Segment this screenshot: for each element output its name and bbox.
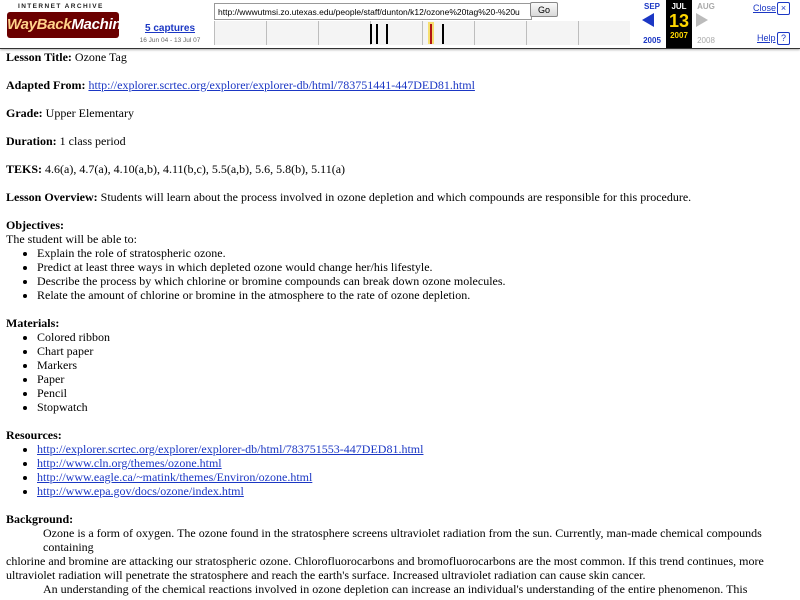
resources-section [6,428,794,498]
background-paragraph-1: Ozone is a form of oxygen. The ozone found in the stratosphere screens ultraviolet radiation from the sun. Currently, man-made chemical compounds containing [43,526,762,554]
year-next: 2008 [697,36,715,45]
grade-label: Grade: [6,106,43,120]
year-divider [318,21,319,45]
help-icon[interactable]: ? [777,32,790,45]
help-link[interactable]: Help [757,33,776,43]
list-item: • Explain the role of stratospheric ozone. [37,246,794,260]
list-item [37,456,794,470]
overview-label: Lesson Overview: [6,190,98,204]
overview-text: Students will learn about the process involved in ozone depletion and which compounds are responsible for this procedure. [100,190,692,204]
logo-big-b: Machine [71,16,130,33]
adapted-from-label: Adapted From: [6,78,86,92]
duration-row [6,134,794,148]
teks-value: 4.6(a), 4.7(a), 4.10(a,b), 4.11(b,c), 5.5(a,b), 5.6, 5.8(b), 5.11(a) [45,162,346,176]
capture-range: 16 Jun 04 - 13 Jul 07 [139,37,201,44]
capture-mark[interactable] [442,24,444,44]
lesson-title-label: Lesson Title: [6,50,72,64]
month-next: AUG [697,2,715,11]
url-input[interactable] [214,3,532,20]
logo-big-text [7,12,130,38]
year-divider [578,21,579,45]
day-current: 13 [668,11,690,31]
resource-link[interactable]: http://www.cln.org/themes/ozone.html [37,456,222,470]
wayback-toolbar [0,0,800,49]
list-item: • Colored ribbon [37,330,794,344]
list-item [37,484,794,498]
lesson-document [6,50,794,596]
list-item: • Chart paper [37,344,794,358]
list-item: • Markers [37,358,794,372]
captures-count [126,23,214,34]
resource-link[interactable]: http://explorer.scrtec.org/explorer/explorer-db/html/783751553-447DED81.html [37,442,424,456]
prev-arrow-icon[interactable] [642,13,654,27]
current-capture-date [666,0,692,48]
list-item: • Paper [37,372,794,386]
capture-mark[interactable] [386,24,388,44]
year-divider [474,21,475,45]
list-item: • Predict at least three ways in which depleted ozone would change her/his lifestyle. [37,260,794,274]
close-link[interactable]: Close [753,3,777,13]
resources-heading: Resources: [6,428,62,442]
capture-mark[interactable] [370,24,372,44]
resource-link[interactable]: http://www.epa.gov/docs/ozone/index.html [37,484,244,498]
teks-label: TEKS: [6,162,43,176]
objectives-intro: The student will be able to: [6,232,137,246]
logo-small-text: INTERNET ARCHIVE [18,3,104,10]
lesson-title-row [6,50,794,64]
list-item [37,442,794,456]
capture-mark[interactable] [376,24,378,44]
next-arrow-icon [696,13,708,27]
list-item: • Describe the process by which chlorine or bromine compounds can break down ozone molecules. [37,274,794,288]
adapted-from-link[interactable]: http://explorer.scrtec.org/explorer/explorer-db/html/783751441-447DED81.html [88,78,475,92]
duration-value: 1 class period [59,134,126,148]
month-current: JUL [671,2,687,11]
background-heading: Background: [6,512,74,526]
duration-label: Duration: [6,134,57,148]
overview-row [6,190,794,204]
materials-heading: Materials: [6,316,60,330]
logo-big-a: WayBack [7,16,72,33]
list-item: • Relate the amount of chlorine or bromine in the atmosphere to the rate of ozone depletion. [37,288,794,302]
resources-list [6,442,794,498]
year-divider [526,21,527,45]
adapted-from-row [6,78,794,92]
list-item: • Stopwatch [37,400,794,414]
list-item: • Pencil [37,386,794,400]
year-current: 2007 [670,31,688,40]
materials-list [6,330,794,414]
month-navigator [636,0,722,48]
background-paragraph-1-cont: chlorine and bromine are attacking our stratospheric ozone. Chlorofluorocarbons and bromofluorocarbons are the most common. If this trend continues, more ultraviolet radiation will penetrate the stratosphere and reach the earth's surface. Increased ultraviolet radiation can cause skin cancer. [6,554,764,582]
close-icon[interactable]: × [777,2,790,15]
grade-row [6,106,794,120]
capture-sparkline[interactable] [214,21,630,45]
teks-row [6,162,794,176]
captures-link[interactable]: 5 captures [144,23,196,34]
objectives-list [6,246,794,302]
wayback-logo[interactable] [4,2,130,44]
lesson-title: Ozone Tag [74,50,127,64]
materials-section [6,316,794,414]
background-paragraph-2: An understanding of the chemical reactions involved in ozone depletion can increase an individual's understanding of the entire phenomenon. This [43,582,748,596]
list-item [37,470,794,484]
month-prev[interactable]: SEP [643,2,660,11]
resource-link[interactable]: http://www.eagle.ca/~matink/themes/Environ/ozone.html [37,470,313,484]
current-capture-mark[interactable] [430,24,432,44]
year-prev[interactable]: 2005 [643,36,661,45]
background-section [6,512,794,596]
grade-value: Upper Elementary [45,106,134,120]
objectives-section [6,218,794,302]
year-divider [422,21,423,45]
go-button[interactable]: Go [530,2,558,17]
year-divider [214,21,215,45]
objectives-heading: Objectives: [6,218,64,232]
year-divider [266,21,267,45]
